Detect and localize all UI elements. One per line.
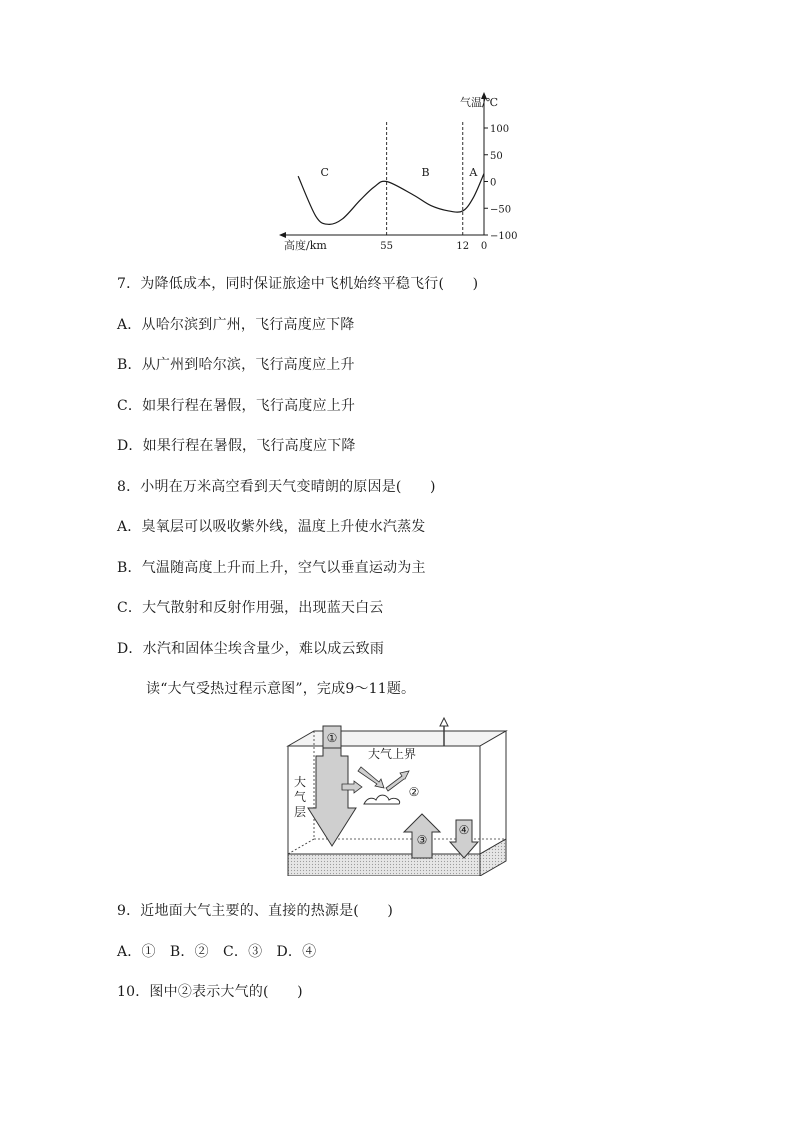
- y-tick-label: −100: [490, 231, 518, 242]
- question-9-stem: 9．近地面大气主要的、直接的热源是( ): [117, 903, 394, 919]
- question-7-option-c: C．如果行程在暑假，飞行高度应上升: [117, 398, 356, 414]
- question-8-option-b: B．气温随高度上升而上升，空气以垂直运动为主: [117, 560, 426, 576]
- atmosphere-heating-diagram: [284, 716, 510, 876]
- atmosphere-layer-label: 大气层: [293, 775, 307, 819]
- marker-1: ①: [326, 731, 338, 745]
- y-tick-label: −50: [490, 204, 512, 216]
- question-7-stem: 7．为降低成本，同时保证旅途中飞机始终平稳飞行( ): [117, 276, 479, 292]
- upper-boundary-label: 大气上界: [367, 747, 417, 761]
- question-9-options: A．① B．② C．③ D．④: [117, 944, 317, 960]
- y-tick-label: 50: [490, 150, 503, 162]
- box-right-face: [480, 731, 506, 854]
- region-label: B: [421, 166, 430, 180]
- x-tick-label: 0: [480, 241, 488, 252]
- x-axis-label: 高度/km: [284, 239, 327, 252]
- region-label: A: [469, 166, 478, 180]
- question-8-option-c: C．大气散射和反射作用强，出现蓝天白云: [117, 600, 384, 616]
- y-tick-label: 0: [490, 177, 497, 189]
- temperature-altitude-chart: [270, 90, 530, 252]
- x-tick-label: 12: [456, 241, 470, 252]
- region-label: C: [320, 166, 329, 180]
- marker-3: ③: [416, 833, 428, 847]
- question-7-option-d: D．如果行程在暑假，飞行高度应下降: [117, 438, 356, 454]
- diagram-intro: 读“大气受热过程示意图”，完成9～11题。: [146, 681, 416, 697]
- question-8-option-a: A．臭氧层可以吸收紫外线，温度上升使水汽蒸发: [117, 519, 426, 535]
- y-tick-label: 100: [490, 124, 510, 135]
- marker-2: ②: [408, 785, 420, 799]
- question-7-option-b: B．从广州到哈尔滨，飞行高度应上升: [117, 357, 355, 373]
- x-axis-arrow-icon: [279, 232, 286, 238]
- x-tick-label: 55: [380, 241, 394, 252]
- marker-4: ④: [458, 823, 470, 837]
- question-8-stem: 8．小明在万米高空看到天气变晴朗的原因是( ): [117, 479, 436, 495]
- y-axis-label: 气温/℃: [459, 96, 499, 109]
- temperature-curve: [298, 173, 484, 224]
- upper-boundary-surface: [288, 731, 506, 746]
- question-10-stem: 10．图中②表示大气的( ): [117, 984, 303, 1000]
- question-8-option-d: D．水汽和固体尘埃含量少，难以成云致雨: [117, 641, 385, 657]
- question-7-option-a: A．从哈尔滨到广州，飞行高度应下降: [117, 317, 355, 333]
